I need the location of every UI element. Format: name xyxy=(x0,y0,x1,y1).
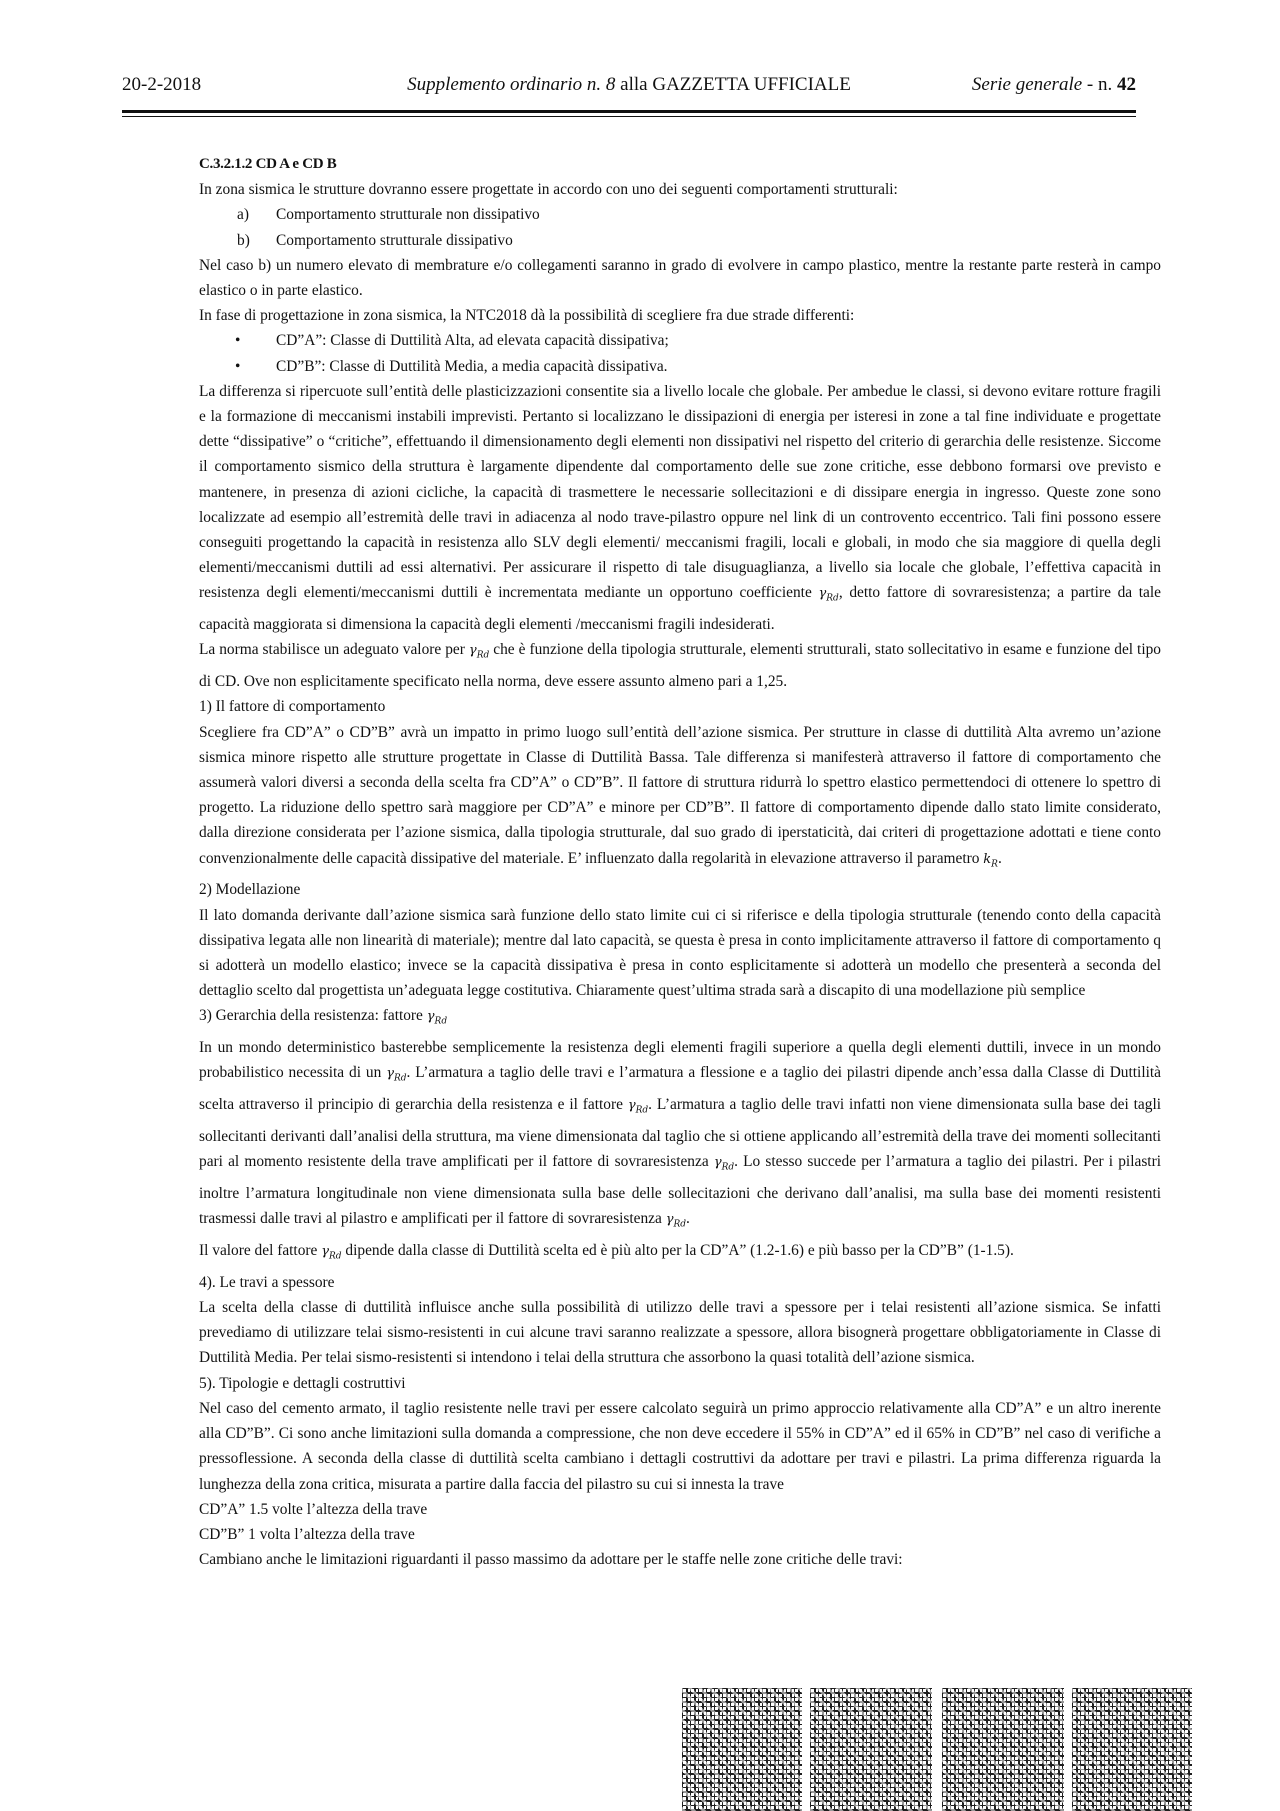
subheading: 1) Il fattore di comportamento xyxy=(199,698,386,716)
header-date: 20-2-2018 xyxy=(122,74,202,95)
text-run: . xyxy=(686,1210,690,1228)
k-var: k xyxy=(983,851,992,867)
gamma: γ xyxy=(386,1066,394,1082)
gamma-subscript: Rd xyxy=(635,1105,649,1116)
bullet-icon: • xyxy=(235,332,241,350)
header-series xyxy=(972,74,1136,96)
text-run: Il valore del fattore xyxy=(199,1242,318,1260)
kr-symbol xyxy=(983,851,998,870)
subheading: 4). Le travi a spessore xyxy=(199,1273,335,1291)
bullet-item xyxy=(199,354,1161,379)
paragraph: La scelta della classe di duttilità influisce anche sulla possibilità di utilizzo delle travi a spessore per i telai resistenti all’azione sismica. Se infatti prevediamo di utilizzare telai sismo-resistenti in cui alcune travi saranno realizzate a spessore, allora bisognerà progettare obbligatoriamente in Classe di Duttilità Media. Per telai sismo-resistenti si intendono i telai della struttura che assorbono la quasi totalità dell’azione sismica. xyxy=(199,1299,1161,1367)
publication-issue: Supplemento ordinario n. 8 xyxy=(407,74,616,95)
paragraph: Cambiano anche le limitazioni riguardanti il passo massimo da adottare per le staffe nelle zone critiche delle travi: xyxy=(199,1551,903,1569)
gamma: γ xyxy=(627,1098,636,1114)
gamma: γ xyxy=(426,1009,435,1025)
text-run: La differenza si ripercuote sull’entità delle plasticizzazioni consentite sia a livello locale che globale. Per ambedue le classi, si devono evitare rotture fragili e la formazione di meccanismi instabili imprevisti. Pertanto si localizzano le dissipazioni di energia per isteresi in zone a tal fine individuate e progettate dette “dissipative” o “critiche”, effettuando il dimensionamento degli elementi non dissipativi nel rispetto del criterio di gerarchia delle resistenze. Siccome il comportamento sismico della struttura è largamente dipendente dal comportamento delle sue zone critiche, esse debbono formarsi ove previsto e mantenere, in presenza di azioni cicliche, la capacità di trasmettere le necessarie sollecitazioni e di dissipare energia in ingresso. Queste zone sono localizzate ad esempio all’estremità delle travi in adiacenza al nodo trave-pilastro oppure nel link di un controvento eccentrico. Tali fini possono essere conseguiti progettando la capacità in resistenza allo SLV degli elementi/ meccanismi fragili, locali e globali, in modo che sia maggiore di quella degli elementi/meccanismi duttili ad essi alternativi. Per assicurare il rispetto di tale disuguaglianza, a livello sia locale che globale, l’effettiva capacità in resistenza degli elementi/meccanismi duttili è incrementata mediante un opportuno coefficiente xyxy=(199,382,1161,602)
gamma-subscript: Rd xyxy=(434,1017,448,1028)
gamma-subscript: Rd xyxy=(476,651,490,662)
gamma: γ xyxy=(665,1212,674,1228)
bullet-text: CD”A”: Classe di Duttilità Alta, ad elevata capacità dissipativa; xyxy=(276,332,669,350)
gamma-subscript: Rd xyxy=(673,1219,687,1230)
paragraph: Nel caso del cemento armato, il taglio resistente nelle travi per essere calcolato seguirà un primo approccio relativamente alla CD”A” e un altro inerente alla CD”B”. Ci sono anche limitazioni sulla domanda a compressione, che non deve eccedere il 55% in CD”A” ed il 65% in CD”B” nel caso di verifiche a pressoflessione. A seconda della classe di duttilità scelta cambiano i dettagli costruttivi da adottare per travi e pilastri. La prima differenza riguarda la lunghezza della zona critica, misurata a partire dalla faccia del pilastro su cui si innesta la trave xyxy=(199,1399,1161,1493)
gamma: γ xyxy=(321,1244,330,1260)
text-run: . Lo stesso succede per l’armatura a taglio dei pilastri. Per i pilastri inoltre l’armatura longitudinale non viene dimensionata sulla base delle sollecitazioni che derivano dall’analisi, ma sulla base dei momenti resistenti trasmessi dalle travi al pilastro e amplificati per il fattore di sovraresistenza xyxy=(199,1153,1161,1228)
gamma-subscript: Rd xyxy=(329,1251,342,1262)
paragraph: In fase di progettazione in zona sismica, la NTC2018 dà la possibilità di scegliere fra due strade differenti: xyxy=(199,307,855,325)
gamma: γ xyxy=(818,586,827,602)
paragraph xyxy=(199,1035,1161,1238)
subheading: 2) Modellazione xyxy=(199,881,301,899)
list-item xyxy=(199,228,1161,253)
gamma-subscript: Rd xyxy=(721,1162,735,1173)
datamatrix-codes xyxy=(682,1688,1192,1811)
datamatrix-code-2 xyxy=(810,1688,932,1811)
paragraph xyxy=(199,637,1161,694)
section-title: C.3.2.1.2 CD A e CD B xyxy=(199,156,337,172)
paragraph: In zona sismica le strutture dovranno essere progettate in accordo con uno dei seguenti comportamenti strutturali: xyxy=(199,181,898,199)
gamma-rd-symbol xyxy=(426,1009,448,1028)
text-run: dipende dalla classe di Duttilità scelta ed è più alto per la CD”A” (1.2-1.6) e più basso per la CD”B” (1-1.5). xyxy=(345,1242,1014,1260)
list-text: Comportamento strutturale dissipativo xyxy=(276,231,513,249)
text-run: In un mondo deterministico basterebbe semplicemente la resistenza degli elementi fragili superiore a quella degli elementi duttili, invece in un mondo probabilistico necessita di un xyxy=(199,1039,1161,1082)
paragraph: Nel caso b) un numero elevato di membrature e/o collegamenti saranno in grado di evolvere in campo plastico, mentre la restante parte resterà in campo elastico o in parte elastico. xyxy=(199,256,1161,300)
k-subscript: R xyxy=(991,859,998,870)
gamma-rd-symbol xyxy=(321,1244,342,1262)
paragraph: Il lato domanda derivante dall’azione sismica sarà funzione dello stato limite cui ci si riferisce e della tipologia strutturale (tenendo conto della capacità dissipativa legata alle non linearità di materiale); mentre dal lato capacità, se questa è presa in conto implicitamente attraverso il fattore di comportamento q si adotterà un modello elastico; invece se la capacità dissipativa è presa in conto esplicitamente si adotterà un modello che presenterà a seconda del dettaglio scelto dal progettista un’adeguata legge costitutiva. Chiaramente quest’ultima strada sarà a discapito di una modellazione più semplice xyxy=(199,906,1161,1000)
paragraph xyxy=(199,720,1161,878)
list-item xyxy=(199,202,1161,227)
issue-number: 42 xyxy=(1117,74,1136,95)
paragraph xyxy=(199,1238,1161,1270)
page-header xyxy=(122,74,1136,102)
gamma: γ xyxy=(713,1155,722,1171)
text-run: . xyxy=(997,849,1002,867)
line: CD”B” 1 volta l’altezza della trave xyxy=(199,1525,415,1543)
series-name: Serie generale xyxy=(971,74,1083,95)
datamatrix-code-4 xyxy=(1072,1688,1192,1811)
list-marker: b) xyxy=(237,231,250,249)
text-run: che è funzione della tipologia strutturale, elementi strutturali, stato sollecitativo in esame e funzione del tipo di CD. Ove non esplicitamente specificato nella norma, deve essere assunto almeno pari a 1,25. xyxy=(199,641,1161,691)
gamma-rd-symbol xyxy=(386,1066,407,1085)
bullet-icon: • xyxy=(235,357,241,375)
subheading: 5). Tipologie e dettagli costruttivi xyxy=(199,1374,406,1392)
publication-connector: alla xyxy=(620,74,648,95)
text-run: 3) Gerarchia della resistenza: fattore xyxy=(199,1007,423,1025)
gamma-subscript: Rd xyxy=(826,594,839,605)
gamma-rd-symbol xyxy=(627,1098,649,1116)
gamma-rd-symbol xyxy=(468,643,490,662)
gamma-rd-symbol xyxy=(818,586,839,605)
list-marker: a) xyxy=(237,206,249,224)
line: CD”A” 1.5 volte l’altezza della trave xyxy=(199,1500,428,1518)
text-run: , detto fattore di sovraresistenza; a partire da tale capacità maggiorata si dimensiona la capacità degli elementi /meccanismi fragili indesiderati. xyxy=(199,584,1161,634)
list-text: Comportamento strutturale non dissipativo xyxy=(276,206,540,224)
gamma: γ xyxy=(468,643,477,659)
publication-name: GAZZETTA UFFICIALE xyxy=(652,74,851,95)
paragraph xyxy=(199,379,1161,638)
text-run: . L’armatura a taglio delle travi infatti non viene dimensionata sulla base dei tagli sollecitanti derivanti dall’analisi della struttura, ma viene dimensionata dal taglio che si ottiene applicando all’estremità della trave dei momenti sollecitanti pari al momento resistente della trave amplificati per il fattore di sovraresistenza xyxy=(199,1096,1161,1171)
gamma-subscript: Rd xyxy=(393,1074,407,1085)
subheading xyxy=(199,1003,1161,1035)
series-sep: - n. xyxy=(1086,74,1113,95)
gamma-rd-symbol xyxy=(713,1155,735,1173)
header-rule-thin xyxy=(122,116,1136,117)
text-run: La norma stabilisce un adeguato valore per xyxy=(199,641,465,659)
datamatrix-code-1 xyxy=(682,1688,802,1811)
article-body xyxy=(199,152,1161,1572)
bullet-item xyxy=(199,328,1161,353)
header-rule-thick xyxy=(122,110,1136,113)
bullet-text: CD”B”: Classe di Duttilità Media, a media capacità dissipativa. xyxy=(276,357,668,375)
gamma-rd-symbol xyxy=(665,1212,687,1230)
text-run: . L’armatura a taglio delle travi e l’armatura a flessione e a taglio dei pilastri dipende anch’essa dalla Classe di Duttilità scelta attraverso il principio di gerarchia della resistenza e il fattore xyxy=(199,1064,1161,1114)
text-run: Scegliere fra CD”A” o CD”B” avrà un impatto in primo luogo sull’entità dell’azione sismica. Per strutture in classe di duttilità Alta avremo un’azione sismica minore rispetto alle strutture progettate in Classe di Duttilità Bassa. Tale differenza si manifesterà attraverso il fattore di comportamento che assumerà valori diversi a seconda della scelta fra CD”A” o CD”B”. Il fattore di struttura ridurrà lo spettro elastico permettendoci di ottenere lo spettro di progetto. La riduzione dello spettro sarà maggiore per CD”A” e minore per CD”B”. Il fattore di comportamento dipende dallo stato limite considerato, dalla direzione considerata per l’azione sismica, dalla tipologia strutturale, dal suo grado di iperstaticità, dai criteri di progettazione adottati e tiene conto convenzionalmente delle capacità dissipative del materiale. E’ influenzato dalla regolarità in elevazione attraverso il parametro xyxy=(199,723,1161,867)
datamatrix-code-3 xyxy=(942,1688,1064,1811)
